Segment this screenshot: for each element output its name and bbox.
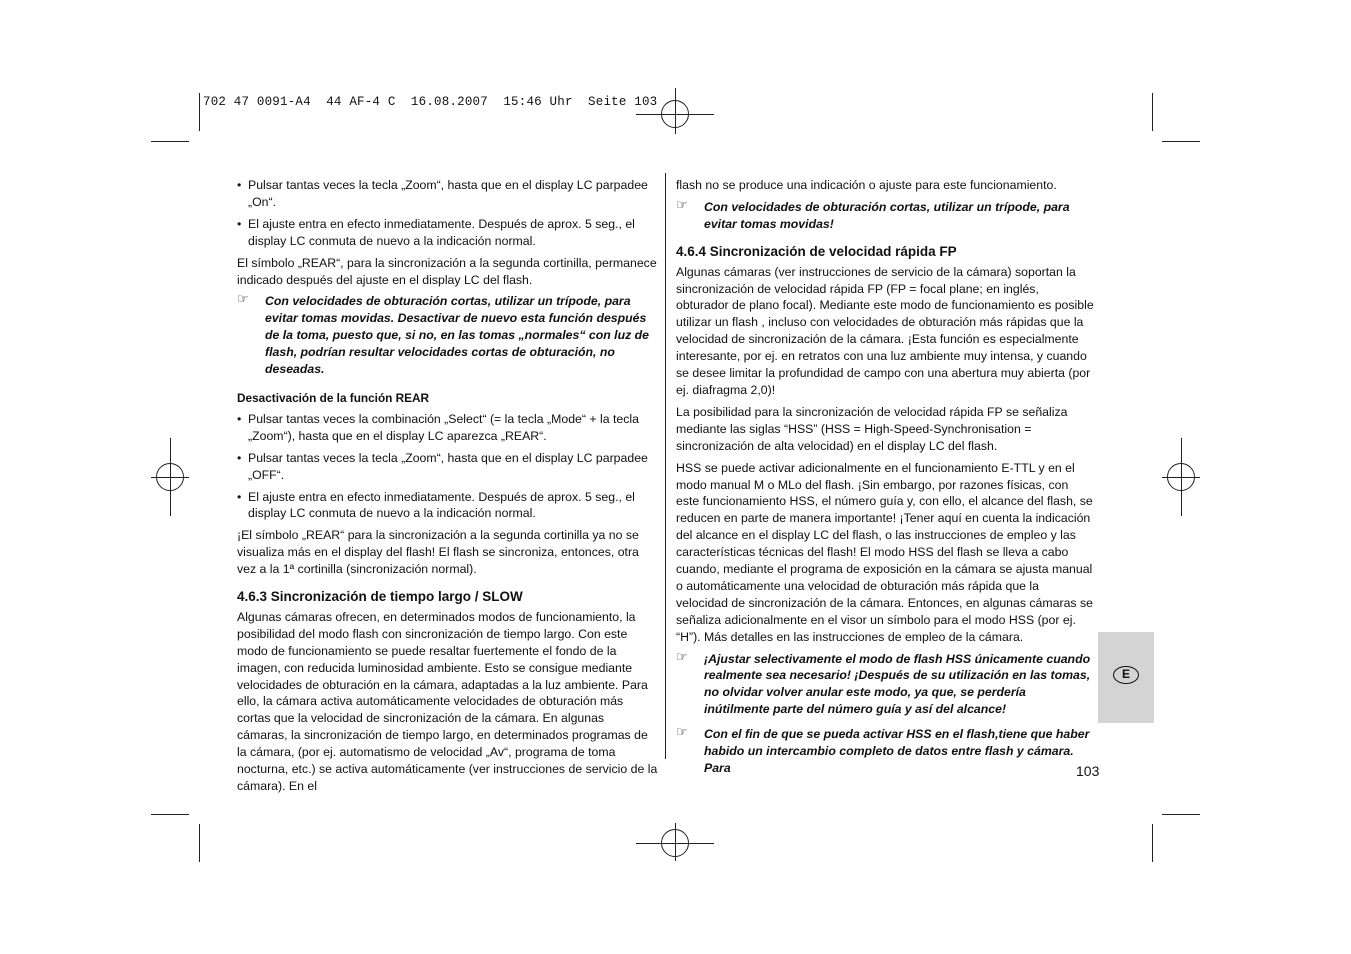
note <box>237 293 658 378</box>
note-text: Con el fin de que se pueda activar HSS en el flash,tiene que haber habido un intercambio completo de datos entre flash y cámara. Para <box>704 727 1090 775</box>
section-heading: 4.6.4 Sincronización de velocidad rápida FP <box>676 243 957 259</box>
bullet-item: • El ajuste entra en efecto inmediatamente. Después de aprox. 5 seg., el display LC conmuta de nuevo a la indicación normal. <box>237 489 658 523</box>
language-tab-label: E <box>1113 666 1139 684</box>
column-divider <box>665 173 666 759</box>
note <box>676 726 1094 777</box>
crop-mark <box>1162 814 1200 815</box>
right-column <box>676 177 1094 785</box>
pointing-hand-icon: ☞ <box>676 725 688 741</box>
crop-mark <box>1162 141 1200 142</box>
crop-mark <box>199 93 200 131</box>
bullet-item: • Pulsar tantas veces la tecla „Zoom“, hasta que en el display LC parpadee „On“. <box>237 177 658 211</box>
paragraph: El símbolo „REAR“, para la sincronización a la segunda cortinilla, permanece indicado después del ajuste en el display LC del flash. <box>237 255 657 287</box>
note-text: Con velocidades de obturación cortas, utilizar un trípode, para evitar tomas movidas. Desactivar de nuevo esta función después de la toma, puesto que, si no, en las tomas „normales“ con luz de flash, podrían resultar velocidades cortas de obturación, no deseadas. <box>265 294 650 377</box>
paragraph: Algunas cámaras ofrecen, en determinados modos de funcionamiento, la posibilidad del modo flash con sincronización de tiempo largo. Con este modo de funcionamiento se puede resaltar fuertemente el fondo de la imagen, con reducida luminosidad ambiente. Esto se consigue mediante velocidades de obturación en la cámara, adaptadas a la luz ambiente. Para ello, la cámara activa automáticamente velocidades de obturación más cortas que la velocidad de sincronización de la cámara. En algunas cámaras, la sincronización de tiempo largo, en determinados programas de la cámara, (por ej. automatismo de velocidad „Av“, programa de toma nocturna, etc.) se activa automáticamente (ver instrucciones de servicio de la cámara). En el <box>237 609 658 793</box>
paragraph: flash no se produce una indicación o ajuste para este funcionamiento. <box>676 178 1057 192</box>
bullet-item: • Pulsar tantas veces la tecla „Zoom“, hasta que en el display LC parpadee „OFF“. <box>237 450 658 484</box>
bullet-item: • El ajuste entra en efecto inmediatamente. Después de aprox. 5 seg., el display LC conmuta de nuevo a la indicación normal. <box>237 216 658 250</box>
paragraph: La posibilidad para la sincronización de velocidad rápida FP se señaliza mediante las siglas “HSS” (HSS = High-Speed-Synchronisation = sincronización de alta velocidad) en el display LC del flash. <box>676 404 1068 453</box>
subheading: Desactivación de la función REAR <box>237 390 430 405</box>
section-heading: 4.6.3 Sincronización de tiempo largo / SLOW <box>237 589 523 605</box>
crop-mark <box>151 141 189 142</box>
crop-mark <box>1152 93 1153 131</box>
note <box>676 651 1094 719</box>
note-text: Con velocidades de obturación cortas, utilizar un trípode, para evitar tomas movidas! <box>704 199 1070 231</box>
pointing-hand-icon: ☞ <box>676 197 688 213</box>
note <box>676 199 1094 233</box>
note-text: ¡Ajustar selectivamente el modo de flash HSS únicamente cuando realmente sea necesario! ¡Después de su utilización en las tomas, no olvidar volver anular este modo, ya que, se perdería inútilmente parte del número guía y así del alcance! <box>704 651 1091 717</box>
crop-mark <box>1152 824 1153 862</box>
language-tab <box>1098 632 1154 723</box>
crop-mark <box>151 814 189 815</box>
paragraph: ¡El símbolo „REAR“ para la sincronización a la segunda cortinilla ya no se visualiza más en el display del flash! El flash se sincroniza, entonces, otra vez a la 1ª cortinilla (sincronización normal). <box>237 528 639 577</box>
page-number: 103 <box>1076 763 1100 779</box>
left-column <box>237 177 658 800</box>
pointing-hand-icon: ☞ <box>676 649 688 665</box>
print-slug: 702 47 0091-A4 44 AF-4 C 16.08.2007 15:46 Uhr Seite 103 <box>203 95 658 109</box>
crop-mark <box>199 824 200 862</box>
pointing-hand-icon: ☞ <box>237 292 249 308</box>
bullet-item: • Pulsar tantas veces la combinación „Select“ (= la tecla „Mode“ + la tecla „Zoom“), hasta que en el display LC aparezca „REAR“. <box>237 411 658 445</box>
paragraph: Algunas cámaras (ver instrucciones de servicio de la cámara) soportan la sincronización de velocidad rápida FP (FP = focal plane; en inglés, obturador de plano focal). Mediante este modo de funcionamiento es posible utilizar un flash , incluso con velocidades de obturación más rápidas que la velocidad de sincronización de la cámara. ¡Esta función es especialmente interesante, por ej. en retratos con una luz ambiente muy intensa, y cuando se desee limitar la profundidad de campo con una abertura muy abierta (por ej. diafragma 2,0)! <box>676 264 1094 397</box>
paragraph: HSS se puede activar adicionalmente en el funcionamiento E-TTL y en el modo manual M o MLo del flash. ¡Sin embargo, por razones físicas, con este funcionamiento HSS, el número guía y, con ello, el alcance del flash, se reducen en parte de manera importante! ¡Tener aquí en cuenta la indicación del alcance en el display LC del flash, o las instrucciones de empleo y las características técnicas del flash! El modo HSS del flash se lleva a cabo cuando, mediante el programa de exposición en la cámara se ajusta manual o automáticamente una velocidad de obturación más rápida que la velocidad de sincronización de la cámara. Entonces, en algunas cámaras se señaliza adicionalmente en el visor un símbolo para el modo HSS (por ej. “H”). Más detalles en las instrucciones de empleo de la cámara. <box>676 460 1093 644</box>
